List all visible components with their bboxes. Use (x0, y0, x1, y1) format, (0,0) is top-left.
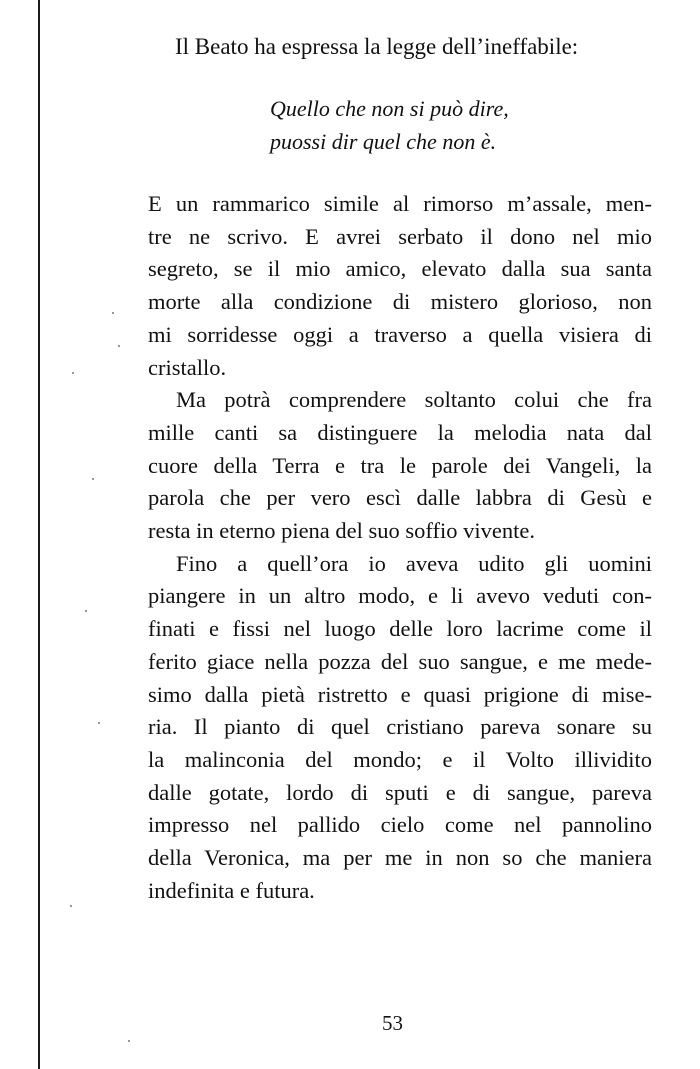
paragraph-1 (148, 188, 652, 384)
text-line: cuore della Terra e tra le parole dei Vangeli, la (148, 452, 652, 478)
text-line: impresso nel pallido cielo come nel pannolino (148, 812, 652, 838)
text-line: piangere in un altro modo, e li avevo veduti con‑ (148, 583, 652, 609)
binding-edge-line (38, 0, 40, 1069)
text-line: segreto, se il mio amico, elevato dalla sua santa (148, 256, 652, 282)
text-line: morte alla condizione di mistero glorioso, non (148, 289, 652, 315)
verse-line-1: Quello che non si può dire, (270, 96, 509, 121)
text-line: indefinita e futura. (148, 877, 315, 903)
scan-speck (92, 478, 94, 480)
text-line: della Veronica, ma per me in non so che maniera (148, 845, 652, 871)
page-number: 53 (382, 1011, 403, 1035)
body-text (148, 188, 652, 907)
scan-speck (72, 372, 74, 374)
text-line: mille canti sa distinguere la melodia nata dal (148, 419, 652, 445)
scan-speck (112, 312, 114, 314)
text-line: ria. Il pianto di quel cristiano pareva sonare su (148, 714, 652, 740)
text-line: resta in eterno piena del suo soffio vivente. (148, 518, 535, 544)
text-line: finati e fissi nel luogo delle loro lacrime come il (148, 616, 652, 642)
intro-line: Il Beato ha espressa la legge dell’ineffabile: (175, 34, 579, 59)
paragraph-3 (148, 548, 652, 908)
text-line: parola che per vero escì dalle labbra di Gesù e (148, 485, 652, 511)
text-line: dalle gotate, lordo di sputi e di sangue, pareva (148, 779, 652, 805)
scan-speck (98, 722, 100, 724)
scan-speck (118, 345, 120, 347)
scan-speck (70, 905, 72, 907)
quoted-verse (270, 92, 509, 158)
text-line: E un rammarico simile al rimorso m’assale, men‑ (148, 191, 652, 216)
text-line: Fino a quell’ora io aveva udito gli uomini (176, 550, 652, 576)
text-line: la malinconia del mondo; e il Volto illividito (148, 746, 652, 772)
verse-line-2: puossi dir quel che non è. (270, 129, 497, 154)
text-line: tre ne scrivo. E avrei serbato il dono nel mio (148, 223, 652, 249)
text-line: cristallo. (148, 354, 227, 380)
text-line: mi sorridesse oggi a traverso a quella visiera di (148, 321, 652, 347)
text-line: Ma potrà comprendere soltanto colui che fra (176, 387, 652, 413)
paragraph-2 (148, 384, 652, 548)
text-line: simo dalla pietà ristretto e quasi prigione di mise‑ (148, 681, 652, 707)
scan-speck (85, 610, 87, 612)
scan-speck (128, 1040, 130, 1042)
text-line: ferito giace nella pozza del suo sangue, e me mede‑ (148, 648, 652, 674)
